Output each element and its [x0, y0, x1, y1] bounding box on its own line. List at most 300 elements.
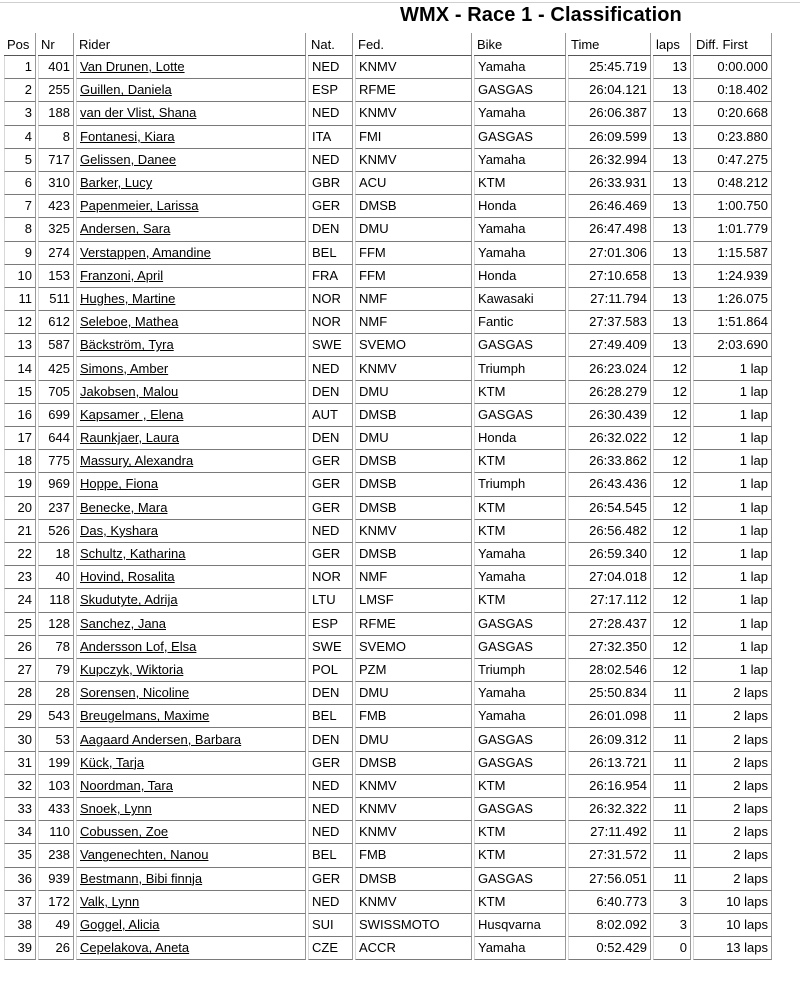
rider-link[interactable]: Franzoni, April [80, 267, 164, 283]
cell-time: 27:04.018 [568, 566, 651, 589]
cell-nr: 237 [38, 497, 74, 520]
cell-bike: KTM [474, 497, 566, 520]
cell-laps: 12 [653, 357, 691, 380]
table-row [4, 891, 772, 914]
rider-link[interactable]: Schultz, Katharina [80, 546, 186, 562]
cell-bike: Yamaha [474, 705, 566, 728]
cell-nr: 969 [38, 473, 74, 496]
cell-pos: 33 [4, 798, 36, 821]
cell-bike: Yamaha [474, 149, 566, 172]
cell-fed: RFME [355, 613, 472, 636]
cell-laps: 12 [653, 659, 691, 682]
cell-bike: Triumph [474, 659, 566, 682]
cell-nr: 8 [38, 126, 74, 149]
cell-laps: 11 [653, 798, 691, 821]
cell-time: 26:43.436 [568, 473, 651, 496]
cell-nat: DEN [308, 728, 353, 751]
rider-link[interactable]: Simons, Amber [80, 360, 169, 376]
column-header-nr: Nr [38, 33, 74, 56]
cell-bike: Kawasaki [474, 288, 566, 311]
cell-time: 26:56.482 [568, 520, 651, 543]
cell-nr: 612 [38, 311, 74, 334]
cell-fed: ACU [355, 172, 472, 195]
cell-nat: NED [308, 821, 353, 844]
cell-rider [76, 937, 306, 960]
cell-nat: NED [308, 520, 353, 543]
cell-nat: GER [308, 473, 353, 496]
cell-fed: DMU [355, 427, 472, 450]
cell-fed: KNMV [355, 520, 472, 543]
cell-pos: 22 [4, 543, 36, 566]
cell-laps: 12 [653, 566, 691, 589]
cell-fed: KNMV [355, 891, 472, 914]
cell-diff: 2 laps [693, 728, 772, 751]
cell-pos: 34 [4, 821, 36, 844]
rider-link[interactable]: Breugelmans, Maxime [80, 708, 210, 724]
rider-link[interactable]: Massury, Alexandra [80, 453, 194, 469]
cell-pos: 5 [4, 149, 36, 172]
table-row [4, 473, 772, 496]
cell-laps: 13 [653, 102, 691, 125]
cell-bike: KTM [474, 589, 566, 612]
cell-pos: 27 [4, 659, 36, 682]
cell-bike: Fantic [474, 311, 566, 334]
cell-laps: 11 [653, 868, 691, 891]
table-row [4, 659, 772, 682]
cell-rider [76, 775, 306, 798]
table-row [4, 728, 772, 751]
table-row [4, 682, 772, 705]
table-header [4, 33, 772, 56]
cell-pos: 13 [4, 334, 36, 357]
cell-diff: 1 lap [693, 636, 772, 659]
cell-laps: 12 [653, 589, 691, 612]
cell-pos: 39 [4, 937, 36, 960]
cell-fed: DMU [355, 218, 472, 241]
rider-link[interactable]: Kupczyk, Wiktoria [80, 661, 184, 677]
rider-link[interactable]: Barker, Lucy [80, 175, 153, 191]
cell-rider [76, 56, 306, 79]
cell-rider [76, 311, 306, 334]
cell-nr: 644 [38, 427, 74, 450]
rider-link[interactable]: Kück, Tarja [80, 754, 145, 770]
cell-nat: DEN [308, 381, 353, 404]
cell-rider [76, 218, 306, 241]
rider-link[interactable]: Goggel, Alicia [80, 917, 160, 933]
cell-pos: 36 [4, 868, 36, 891]
rider-link[interactable]: Snoek, Lynn [80, 801, 152, 817]
cell-fed: DMSB [355, 450, 472, 473]
column-header-nat: Nat. [308, 33, 353, 56]
cell-nr: 775 [38, 450, 74, 473]
cell-diff: 2 laps [693, 868, 772, 891]
cell-pos: 15 [4, 381, 36, 404]
table-row [4, 56, 772, 79]
cell-pos: 16 [4, 404, 36, 427]
cell-fed: KNMV [355, 798, 472, 821]
cell-bike: KTM [474, 450, 566, 473]
cell-fed: KNMV [355, 775, 472, 798]
table-row [4, 705, 772, 728]
table-row [4, 334, 772, 357]
cell-bike: KTM [474, 172, 566, 195]
cell-pos: 14 [4, 357, 36, 380]
cell-laps: 13 [653, 56, 691, 79]
cell-bike: Honda [474, 195, 566, 218]
cell-pos: 6 [4, 172, 36, 195]
cell-fed: RFME [355, 79, 472, 102]
cell-time: 26:47.498 [568, 218, 651, 241]
cell-nat: ITA [308, 126, 353, 149]
cell-diff: 2 laps [693, 752, 772, 775]
cell-nat: CZE [308, 937, 353, 960]
rider-link[interactable]: Aagaard Andersen, Barbara [80, 731, 242, 747]
cell-nat: LTU [308, 589, 353, 612]
cell-rider [76, 589, 306, 612]
cell-diff: 0:47.275 [693, 149, 772, 172]
cell-rider [76, 798, 306, 821]
cell-fed: KNMV [355, 357, 472, 380]
cell-nat: NOR [308, 566, 353, 589]
cell-diff: 1 lap [693, 543, 772, 566]
cell-time: 26:32.322 [568, 798, 651, 821]
cell-fed: KNMV [355, 102, 472, 125]
table-row [4, 172, 772, 195]
cell-time: 26:13.721 [568, 752, 651, 775]
cell-nr: 238 [38, 844, 74, 867]
cell-diff: 1:51.864 [693, 311, 772, 334]
cell-time: 26:28.279 [568, 381, 651, 404]
cell-time: 27:01.306 [568, 242, 651, 265]
cell-nr: 18 [38, 543, 74, 566]
table-row [4, 543, 772, 566]
cell-fed: DMSB [355, 195, 472, 218]
cell-rider [76, 473, 306, 496]
table-row [4, 937, 772, 960]
cell-nat: ESP [308, 79, 353, 102]
cell-pos: 29 [4, 705, 36, 728]
cell-pos: 3 [4, 102, 36, 125]
cell-fed: DMSB [355, 543, 472, 566]
cell-rider [76, 891, 306, 914]
cell-fed: DMSB [355, 404, 472, 427]
rider-link[interactable]: Kapsamer , Elena [80, 406, 184, 422]
cell-diff: 1:15.587 [693, 242, 772, 265]
cell-nr: 310 [38, 172, 74, 195]
cell-diff: 1 lap [693, 473, 772, 496]
cell-diff: 0:00.000 [693, 56, 772, 79]
table-row [4, 775, 772, 798]
cell-diff: 2 laps [693, 775, 772, 798]
cell-nr: 49 [38, 914, 74, 937]
cell-bike: Yamaha [474, 937, 566, 960]
cell-laps: 13 [653, 288, 691, 311]
rider-link[interactable]: Raunkjaer, Laura [80, 430, 180, 446]
cell-time: 27:17.112 [568, 589, 651, 612]
cell-rider [76, 613, 306, 636]
cell-diff: 1:00.750 [693, 195, 772, 218]
cell-laps: 12 [653, 636, 691, 659]
cell-diff: 0:18.402 [693, 79, 772, 102]
rider-link[interactable]: Hovind, Rosalita [80, 569, 175, 585]
cell-rider [76, 566, 306, 589]
cell-nr: 423 [38, 195, 74, 218]
cell-diff: 0:23.880 [693, 126, 772, 149]
rider-link[interactable]: Das, Kyshara [80, 522, 159, 538]
cell-laps: 3 [653, 891, 691, 914]
cell-nr: 587 [38, 334, 74, 357]
cell-diff: 1 lap [693, 520, 772, 543]
cell-rider [76, 914, 306, 937]
cell-laps: 12 [653, 497, 691, 520]
cell-bike: Honda [474, 265, 566, 288]
cell-bike: Yamaha [474, 56, 566, 79]
cell-laps: 12 [653, 613, 691, 636]
cell-nat: GER [308, 752, 353, 775]
rider-link[interactable]: Hoppe, Fiona [80, 476, 159, 492]
cell-nat: BEL [308, 844, 353, 867]
table-row [4, 450, 772, 473]
table-row [4, 311, 772, 334]
cell-rider [76, 126, 306, 149]
cell-pos: 18 [4, 450, 36, 473]
cell-nr: 699 [38, 404, 74, 427]
cell-rider [76, 195, 306, 218]
cell-bike: GASGAS [474, 752, 566, 775]
cell-laps: 13 [653, 242, 691, 265]
cell-bike: KTM [474, 821, 566, 844]
cell-bike: GASGAS [474, 404, 566, 427]
cell-bike: Honda [474, 427, 566, 450]
cell-nat: NED [308, 56, 353, 79]
cell-diff: 2:03.690 [693, 334, 772, 357]
table-row [4, 357, 772, 380]
cell-time: 6:40.773 [568, 891, 651, 914]
cell-bike: GASGAS [474, 79, 566, 102]
cell-rider [76, 242, 306, 265]
table-row [4, 265, 772, 288]
cell-nr: 705 [38, 381, 74, 404]
cell-rider [76, 334, 306, 357]
cell-bike: GASGAS [474, 868, 566, 891]
cell-laps: 13 [653, 195, 691, 218]
rider-link[interactable]: Seleboe, Mathea [80, 314, 179, 330]
classification-table [2, 33, 774, 960]
cell-fed: DMSB [355, 473, 472, 496]
cell-rider [76, 427, 306, 450]
rider-link[interactable]: van der Vlist, Shana [80, 105, 197, 121]
table-row [4, 149, 772, 172]
column-header-bike: Bike [474, 33, 566, 56]
cell-laps: 13 [653, 218, 691, 241]
cell-bike: Triumph [474, 473, 566, 496]
cell-pos: 28 [4, 682, 36, 705]
cell-pos: 11 [4, 288, 36, 311]
cell-fed: ACCR [355, 937, 472, 960]
cell-time: 26:54.545 [568, 497, 651, 520]
cell-diff: 1 lap [693, 589, 772, 612]
cell-laps: 13 [653, 311, 691, 334]
rider-link[interactable]: Sorensen, Nicoline [80, 685, 190, 701]
table-row [4, 126, 772, 149]
cell-fed: KNMV [355, 56, 472, 79]
cell-rider [76, 705, 306, 728]
cell-rider [76, 404, 306, 427]
cell-fed: DMSB [355, 868, 472, 891]
cell-bike: KTM [474, 844, 566, 867]
cell-laps: 11 [653, 705, 691, 728]
cell-pos: 35 [4, 844, 36, 867]
cell-fed: KNMV [355, 821, 472, 844]
rider-link[interactable]: Gelissen, Danee [80, 151, 177, 167]
cell-nr: 26 [38, 937, 74, 960]
rider-link[interactable]: Bäckström, Tyra [80, 337, 174, 353]
cell-fed: DMU [355, 728, 472, 751]
cell-pos: 10 [4, 265, 36, 288]
cell-diff: 1 lap [693, 427, 772, 450]
cell-nr: 153 [38, 265, 74, 288]
cell-nr: 433 [38, 798, 74, 821]
cell-diff: 10 laps [693, 891, 772, 914]
rider-link[interactable]: Skudutyte, Adrija [80, 592, 178, 608]
cell-nat: BEL [308, 242, 353, 265]
cell-nat: NED [308, 775, 353, 798]
table-row [4, 636, 772, 659]
cell-nr: 325 [38, 218, 74, 241]
cell-time: 26:04.121 [568, 79, 651, 102]
cell-bike: GASGAS [474, 126, 566, 149]
cell-nat: BEL [308, 705, 353, 728]
column-header-time: Time [568, 33, 651, 56]
cell-laps: 12 [653, 381, 691, 404]
cell-pos: 21 [4, 520, 36, 543]
rider-link[interactable]: Bestmann, Bibi finnja [80, 870, 203, 886]
cell-nat: POL [308, 659, 353, 682]
cell-laps: 13 [653, 265, 691, 288]
cell-rider [76, 381, 306, 404]
rider-link[interactable]: Van Drunen, Lotte [80, 59, 185, 75]
cell-laps: 13 [653, 79, 691, 102]
cell-nr: 274 [38, 242, 74, 265]
rider-link[interactable]: Fontanesi, Kiara [80, 128, 175, 144]
cell-nr: 188 [38, 102, 74, 125]
rider-link[interactable]: Noordman, Tara [80, 777, 173, 793]
cell-bike: Yamaha [474, 682, 566, 705]
cell-time: 26:16.954 [568, 775, 651, 798]
cell-rider [76, 844, 306, 867]
cell-time: 26:46.469 [568, 195, 651, 218]
cell-bike: Yamaha [474, 543, 566, 566]
cell-pos: 9 [4, 242, 36, 265]
rider-link[interactable]: Guillen, Daniela [80, 82, 172, 98]
cell-nat: NED [308, 149, 353, 172]
cell-diff: 1 lap [693, 613, 772, 636]
rider-link[interactable]: Cepelakova, Aneta [80, 940, 190, 956]
cell-diff: 1 lap [693, 450, 772, 473]
cell-pos: 37 [4, 891, 36, 914]
cell-nr: 40 [38, 566, 74, 589]
cell-pos: 2 [4, 79, 36, 102]
cell-nr: 511 [38, 288, 74, 311]
cell-pos: 4 [4, 126, 36, 149]
cell-diff: 2 laps [693, 821, 772, 844]
cell-time: 26:32.994 [568, 149, 651, 172]
cell-nr: 255 [38, 79, 74, 102]
cell-rider [76, 79, 306, 102]
cell-nat: GER [308, 868, 353, 891]
table-row [4, 427, 772, 450]
cell-bike: Yamaha [474, 242, 566, 265]
cell-nr: 110 [38, 821, 74, 844]
rider-link[interactable]: Cobussen, Zoe [80, 824, 169, 840]
table-row [4, 589, 772, 612]
rider-link[interactable]: Sanchez, Jana [80, 615, 167, 631]
rider-link[interactable]: Valk, Lynn [80, 893, 140, 909]
cell-time: 25:45.719 [568, 56, 651, 79]
rider-link[interactable]: Hughes, Martine [80, 290, 176, 306]
cell-diff: 2 laps [693, 798, 772, 821]
cell-time: 27:10.658 [568, 265, 651, 288]
cell-nr: 425 [38, 357, 74, 380]
cell-nat: DEN [308, 427, 353, 450]
cell-pos: 8 [4, 218, 36, 241]
cell-laps: 13 [653, 149, 691, 172]
table-row [4, 566, 772, 589]
cell-nr: 103 [38, 775, 74, 798]
cell-time: 27:28.437 [568, 613, 651, 636]
cell-fed: DMU [355, 381, 472, 404]
cell-fed: DMU [355, 682, 472, 705]
table-row [4, 497, 772, 520]
cell-laps: 0 [653, 937, 691, 960]
rider-link[interactable]: Jakobsen, Malou [80, 383, 179, 399]
cell-diff: 1:01.779 [693, 218, 772, 241]
rider-link[interactable]: Andersson Lof, Elsa [80, 638, 197, 654]
cell-fed: FFM [355, 242, 472, 265]
cell-nr: 118 [38, 589, 74, 612]
rider-link[interactable]: Andersen, Sara [80, 221, 171, 237]
column-header-laps: laps [653, 33, 691, 56]
cell-pos: 32 [4, 775, 36, 798]
cell-laps: 11 [653, 682, 691, 705]
cell-fed: NMF [355, 566, 472, 589]
rider-link[interactable]: Vangenechten, Nanou [80, 847, 209, 863]
cell-diff: 1 lap [693, 497, 772, 520]
cell-diff: 1 lap [693, 566, 772, 589]
cell-bike: GASGAS [474, 636, 566, 659]
cell-nat: NED [308, 357, 353, 380]
cell-laps: 11 [653, 775, 691, 798]
top-border [0, 2, 800, 3]
cell-rider [76, 149, 306, 172]
rider-link[interactable]: Benecke, Mara [80, 499, 168, 515]
rider-link[interactable]: Verstappen, Amandine [80, 244, 211, 260]
cell-time: 26:06.387 [568, 102, 651, 125]
cell-diff: 1 lap [693, 404, 772, 427]
cell-nat: NOR [308, 288, 353, 311]
table-row [4, 613, 772, 636]
cell-nat: SWE [308, 334, 353, 357]
cell-bike: KTM [474, 891, 566, 914]
cell-nr: 939 [38, 868, 74, 891]
table-row [4, 79, 772, 102]
rider-link[interactable]: Papenmeier, Larissa [80, 198, 199, 214]
cell-rider [76, 543, 306, 566]
cell-bike: KTM [474, 520, 566, 543]
cell-laps: 12 [653, 473, 691, 496]
cell-time: 26:01.098 [568, 705, 651, 728]
cell-fed: SWISSMOTO [355, 914, 472, 937]
